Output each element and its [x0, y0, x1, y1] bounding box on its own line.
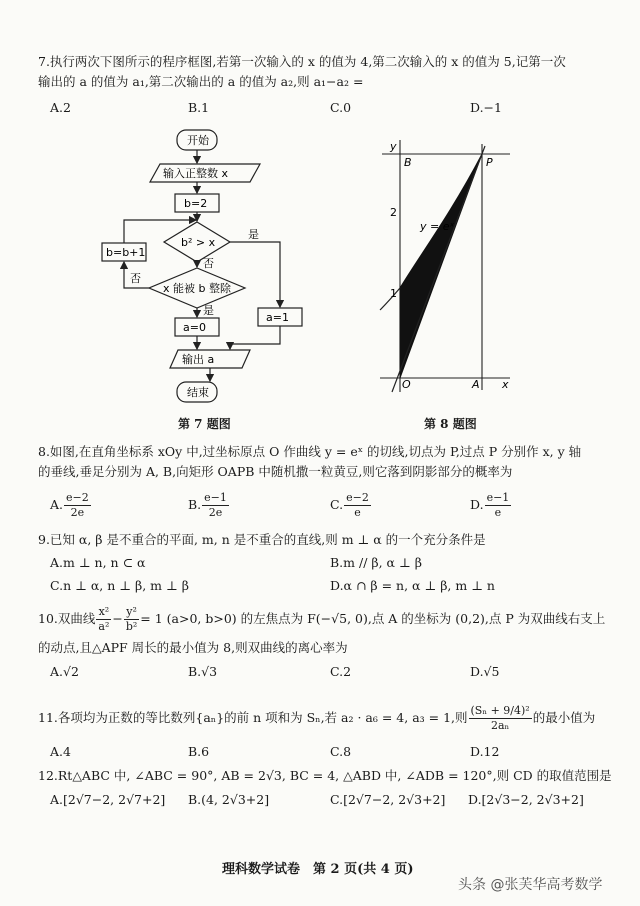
q10-option-c: C.2 — [330, 664, 352, 679]
label-2: 2 — [390, 206, 397, 219]
q11-option-b: B.6 — [188, 744, 210, 759]
q8-option-a: A. $\frac{e-2}{2e}$ — [50, 491, 89, 519]
q9-option-b: B.m // β, α ⊥ β — [330, 555, 422, 570]
figure7-caption: 第 7 题图 — [178, 417, 231, 431]
label-1: 1 — [390, 287, 397, 300]
q8-option-b: B. $\frac{e-1}{2e}$ — [188, 491, 227, 519]
curve-label: y = eˣ — [420, 220, 455, 233]
flow-cond1-label: b² > x — [181, 236, 216, 249]
q9-option-c: C.n ⊥ α, n ⊥ β, m ⊥ β — [50, 578, 189, 593]
q10-option-d: D.√5 — [470, 664, 500, 679]
q12-line1: 12.Rt△ABC 中, ∠ABC = 90°, AB = 2√3, BC = 4, △ABD 中, ∠ADB = 120°,则 CD 的取值范围是 — [38, 768, 612, 783]
flow-a0-label: a=0 — [183, 321, 206, 334]
flow-yes1-label: 是 — [248, 228, 259, 241]
flow-start-label: 开始 — [187, 134, 209, 147]
q9-option-d: D.α ∩ β = n, α ⊥ β, m ⊥ n — [330, 578, 495, 593]
q7-line1: 7.执行两次下图所示的程序框图,若第一次输入的 x 的值为 4,第二次输入的 x 的值为 5,记第一次 — [38, 54, 566, 69]
label-a: A — [472, 378, 480, 391]
tangent-line — [392, 146, 485, 392]
flow-cond2-label: x 能被 b 整除 — [163, 282, 231, 295]
flow-output-label: 输出 a — [182, 353, 215, 366]
flow-init-label: b=2 — [184, 197, 208, 210]
flow-end-label: 结束 — [187, 386, 209, 399]
q12-option-d: D.[2√3−2, 2√3+2] — [468, 792, 584, 807]
label-b: B — [404, 156, 412, 169]
q10-line2: 的动点,且△APF 周长的最小值为 8,则双曲线的离心率为 — [38, 640, 348, 655]
q12-option-c: C.[2√7−2, 2√3+2] — [330, 792, 446, 807]
label-p: P — [486, 156, 493, 169]
q7-line2: 输出的 a 的值为 a₁,第二次输出的 a 的值为 a₂,则 a₁−a₂ = — [38, 74, 364, 89]
flow-yes2-label: 是 — [203, 304, 214, 317]
flow-input-label: 输入正整数 x — [163, 167, 229, 180]
flow-inc-label: b=b+1 — [106, 246, 146, 259]
q8-line1: 8.如图,在直角坐标系 xOy 中,过坐标原点 O 作曲线 y = eˣ 的切线,切点为 P,过点 P 分别作 x, y 轴 — [38, 444, 582, 459]
q7-option-b: B.1 — [188, 100, 210, 115]
q12-option-b: B.(4, 2√3+2] — [188, 792, 270, 807]
label-x: x — [502, 378, 509, 391]
q11-option-a: A.4 — [50, 744, 71, 759]
watermark: 头条 @张芙华高考数学 — [458, 877, 603, 893]
q9-option-a: A.m ⊥ n, n ⊂ α — [50, 555, 146, 570]
q10-line1: 10.双曲线 $\frac{\text{x²}}{\text{a²}}$ − $\frac{\text{y²}}{\text{b²}}$ = 1 (a>0, b>0) 的左焦点为 F(−√5, 0),点 A 的坐标为 (0,2),点 P 为双曲线右支上 — [38, 605, 606, 633]
q9-line1: 9.已知 α, β 是不重合的平面, m, n 是不重合的直线,则 m ⊥ α 的一个充分条件是 — [38, 532, 486, 547]
flowchart-figure — [90, 122, 310, 407]
q8-option-d: D. $\frac{e-1}{e}$ — [470, 491, 510, 519]
label-y: y — [390, 140, 397, 153]
q10-option-b: B.√3 — [188, 664, 218, 679]
flow-no1-label: 否 — [203, 257, 214, 270]
figure8-caption: 第 8 题图 — [424, 417, 477, 431]
figure8-graph — [370, 130, 520, 395]
flow-no2-label: 否 — [130, 272, 141, 285]
q11-option-d: D.12 — [470, 744, 500, 759]
q7-option-c: C.0 — [330, 100, 352, 115]
flow-a1-label: a=1 — [266, 311, 289, 324]
page-footer: 理科数学试卷 第 2 页(共 4 页) — [222, 862, 414, 877]
q11-option-c: C.8 — [330, 744, 352, 759]
q7-option-d: D.−1 — [470, 100, 502, 115]
q8-line2: 的垂线,垂足分别为 A, B,向矩形 OAPB 中随机撒一粒黄豆,则它落到阴影部分的概率为 — [38, 464, 513, 479]
q12-option-a: A.[2√7−2, 2√7+2] — [50, 792, 166, 807]
q8-option-c: C. $\frac{e-2}{e}$ — [330, 491, 369, 519]
q11-line1: 11.各项均为正数的等比数列{aₙ}的前 n 项和为 Sₙ,若 a₂ · a₆ = 4, a₃ = 1,则 $\frac{\text{(Sₙ + 9/4)²}}{\text{2aₙ}}$ 的最小值为 — [38, 704, 596, 732]
label-o: O — [402, 378, 411, 391]
q7-option-a: A.2 — [50, 100, 71, 115]
q10-option-a: A.√2 — [50, 664, 79, 679]
